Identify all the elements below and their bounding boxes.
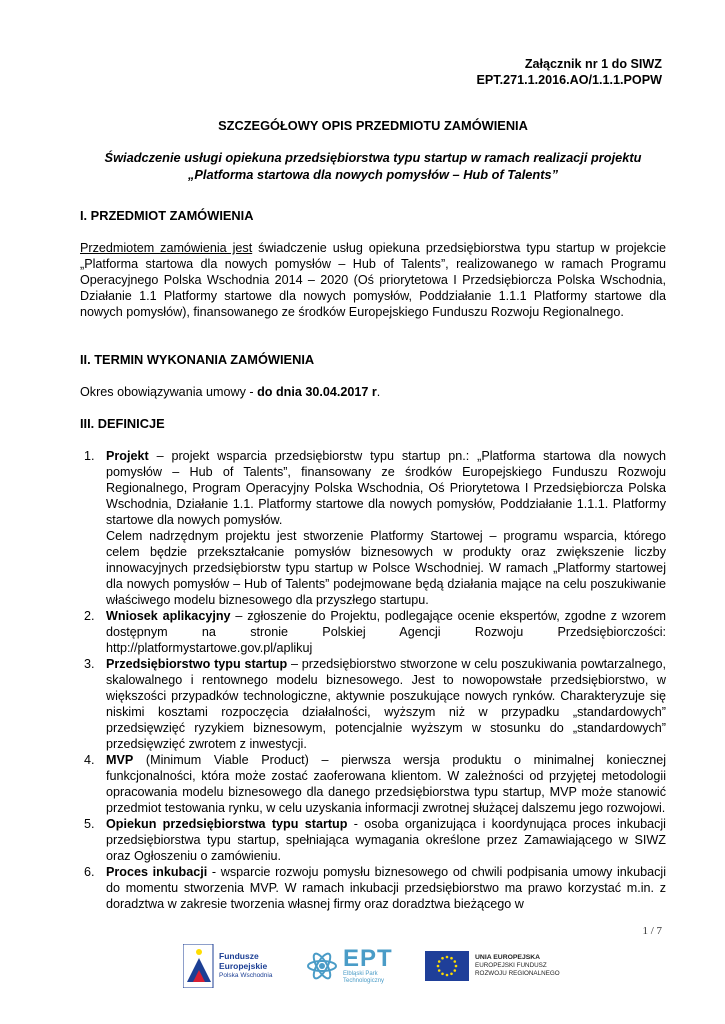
fundusze-europejskie-text xyxy=(219,951,272,981)
ept-text xyxy=(343,947,393,985)
fundusze-europejskie-logo xyxy=(183,938,273,994)
definition-item xyxy=(80,816,666,864)
fundusze-europejskie-mark-icon xyxy=(183,944,215,988)
section-2-paragraph xyxy=(80,384,666,400)
annex-header xyxy=(476,56,662,88)
term-suffix: . xyxy=(376,385,381,399)
definition-term: Projekt xyxy=(106,449,149,463)
definition-term: Proces inkubacji xyxy=(106,865,208,879)
eu-flag-icon xyxy=(425,951,469,981)
subtitle-line-2: „Platforma startowa dla nowych pomysłów – Hub of Talents” xyxy=(188,166,558,182)
definition-item xyxy=(80,864,666,912)
section-1-heading: I. PRZEDMIOT ZAMÓWIENIA xyxy=(80,208,254,223)
page-number: 1 / 7 xyxy=(642,925,662,937)
definition-item xyxy=(80,448,666,608)
section-1-paragraph xyxy=(80,240,666,320)
reference-number: EPT.271.1.2016.AO/1.1.1.POPW xyxy=(476,73,662,87)
definition-item xyxy=(80,752,666,816)
eu-line-1: UNIA EUROPEJSKA xyxy=(475,954,541,961)
definition-text: – projekt wsparcia przedsiębiorstw typu startup pn.: „Platforma startowa dla nowych pomysłów – Hub of Talents”, finansowany ze środków Europejskiego Funduszu Rozwoju Regionalnego, Program Operacyjny Polska Wschodnia, Oś Priorytetowa I Przedsiębiorcza Polska Wschodnia, Działanie 1.1. Platformy startowe dla nowych pomysłów, Poddziałanie 1.1.1. Platformy startowe dla nowych pomysłów. xyxy=(106,449,666,527)
subtitle-line-1: Świadczenie usługi opiekuna przedsiębiorstwa typu startup w ramach realizacji projektu xyxy=(104,150,642,165)
eu-erdf-text xyxy=(475,954,560,978)
section-2-heading: II. TERMIN WYKONANIA ZAMÓWIENIA xyxy=(80,352,315,367)
section-3-heading: III. DEFINICJE xyxy=(80,416,165,431)
definition-term: MVP xyxy=(106,753,134,767)
eu-line-2: EUROPEJSKI FUNDUSZ xyxy=(475,962,547,969)
section-1-text: świadczenie usług opiekuna przedsiębiorstwa typu startup w projekcie „Platforma startowa dla nowych pomysłów – Hub of Talents”, realizowanego w ramach Programu Operacyjnego Polska Wschodnia 2014 – 2020 (Oś priorytetowa I Przedsiębiorcza Polska Wschodnia, Działanie 1.1 Platformy startowe dla nowych pomysłów, Poddziałanie 1.1.1 Platformy startowe dla nowych pomysłów), finansowanego ze środków Europejskiego Funduszu Rozwoju Regionalnego. xyxy=(80,241,666,319)
definition-text: – zgłoszenie do Projektu, podlegające ocenie ekspertów, zgodne z wzorem dostępnym na stronie Polskiej Agencji Rozwoju Przedsiębiorczości: http://platformystartowe.gov.pl/aplikuj xyxy=(106,609,666,655)
eu-line-3: ROZWOJU REGIONALNEGO xyxy=(475,970,560,977)
definition-item xyxy=(80,656,666,752)
ept-logo xyxy=(306,938,406,994)
definition-text: – przedsiębiorstwo stworzone w celu poszukiwania powtarzalnego, skalowalnego i rentownego modelu biznesowego. Jest to nowopowstałe przedsiębiorstwo, w większości przypadków technologiczne, aktywnie poszukujące nowych rynków. Charakteryzuje się niskimi kosztami rozpoczęcia działalności, wyższym niż w przypadku „standardowych” przedsięwzięć ryzykiem biznesowym, potencjalnie wyższym w stosunku do „standardowych” przedsięwzięć zwrotem z inwestycji. xyxy=(106,657,666,751)
definition-text: - osoba organizująca i koordynująca proces inkubacji przedsiębiorstwa typu startup, spełniająca wymagania określone przez Zamawiającego w SIWZ oraz Ogłoszeniu o zamówieniu. xyxy=(106,817,666,863)
fe-line-1: Fundusze xyxy=(219,951,259,961)
definition-text: (Minimum Viable Product) – pierwsza wersja produktu o minimalnej koniecznej funkcjonalności, która może zostać zaoferowana klientom. W zależności od przyjętej metodologii opracowania modelu biznesowego dla danego przedsiębiorstwa typu startup, MVP może stanowić przedmiot testowania rynku, w celu uzyskania informacji zwrotnej służącej dalszemu jego rozwojowi. xyxy=(106,753,666,815)
document-subtitle xyxy=(80,150,666,183)
ept-wordmark: EPT xyxy=(343,945,393,972)
definition-term: Wniosek aplikacyjny xyxy=(106,609,231,623)
definition-term: Przedsiębiorstwo typu startup xyxy=(106,657,288,671)
section-1-lead: Przedmiotem zamówienia jest xyxy=(80,241,253,255)
annex-number: Załącznik nr 1 do SIWZ xyxy=(524,57,662,71)
ept-sub-1: Elbląski Park xyxy=(343,971,378,977)
term-text: Okres obowiązywania umowy - xyxy=(80,385,258,399)
definition-number: 3. xyxy=(84,657,95,671)
definition-item xyxy=(80,608,666,656)
document-title: SZCZEGÓŁOWY OPIS PRZEDMIOTU ZAMÓWIENIA xyxy=(218,118,528,133)
definitions-list xyxy=(80,448,666,912)
definition-number: 4. xyxy=(84,753,95,767)
fe-line-3: Polska Wschodnia xyxy=(219,972,273,979)
eu-erdf-logo xyxy=(425,938,565,994)
definition-number: 1. xyxy=(84,449,95,463)
ept-sub-2: Technologiczny xyxy=(343,978,385,984)
definition-text: - wsparcie rozwoju pomysłu biznesowego od chwili podpisania umowy inkubacji do momentu stworzenia MVP. W ramach inkubacji przedsiębiorstwo ma prawo korzystać m.in. z doradztwa w zakresie tworzenia własnej firmy oraz doradztwa bieżącego w xyxy=(106,865,667,911)
footer-logos xyxy=(0,938,725,998)
fe-line-2: Europejskie xyxy=(219,961,268,971)
term-date: do dnia 30.04.2017 r xyxy=(257,385,377,399)
definition-number: 5. xyxy=(84,817,95,831)
definition-term: Opiekun przedsiębiorstwa typu startup xyxy=(106,817,348,831)
ept-atom-icon xyxy=(306,949,338,983)
definition-number: 2. xyxy=(84,609,95,623)
definition-number: 6. xyxy=(84,865,95,879)
definition-text-continued: Celem nadrzędnym projektu jest stworzenie Platformy Startowej – programu wsparcia, którego celem będzie przekształcanie pomysłów biznesowych w produkty oraz zwiększenie liczby innowacyjnych przedsiębiorstw typu startup w Polsce Wschodniej. W ramach „Platformy startowej dla nowych pomysłów – Hub of Talents” podejmowane będą działania mające na celu poszukiwanie właściwego modelu biznesowego dla przyszłego startupu. xyxy=(106,529,666,607)
